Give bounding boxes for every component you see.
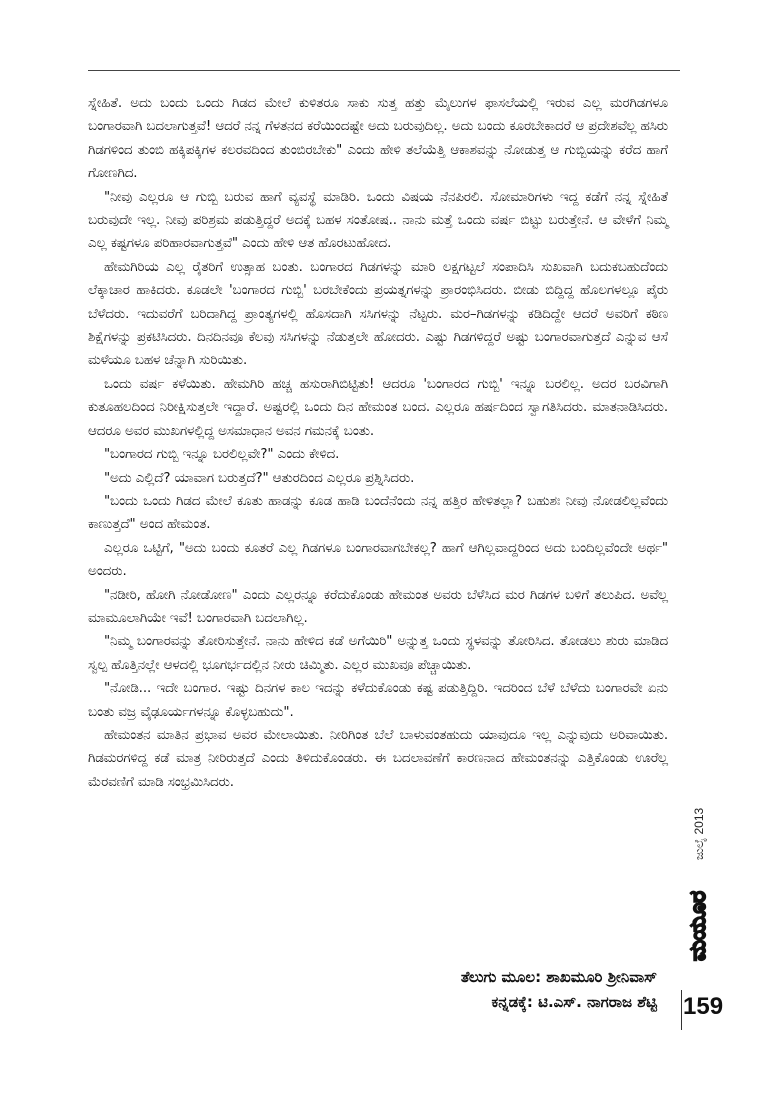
story-paragraph: "ಬಂಗಾರದ ಗುಬ್ಬಿ ಇನ್ನೂ ಬರಲಿಲ್ಲವೇ?" ಎಂದು ಕೇಳಿದ. (104, 447, 340, 463)
story-paragraph: "ನೀವು ಎಲ್ಲರೂ ಆ ಗುಬ್ಬಿ ಬರುವ ಹಾಗೆ ವ್ಯವಸ್ಥೆ ಮಾಡಿರಿ. ಒಂದು ವಿಷಯ ನೆನಪಿರಲಿ. ಸೋಮಾರಿಗಳು ಇದ್ದ ಕಡೆಗೆ ನನ್ನ ಸ್ನೇಹಿತೆ ಬರುವುದೇ ಇಲ್ಲ. ನೀವು ಪರಿಶ್ರಮ ಪಡುತ್ತಿದ್ದರೆ ಅದಕ್ಕೆ ಬಹಳ ಸಂತೋಷ.. ನಾನು ಮತ್ತೆ ಒಂದು ವರ್ಷ ಬಿಟ್ಟು ಬರುತ್ತೇನೆ. ಆ ವೇಳೆಗೆ ನಿಮ್ಮ ಎಲ್ಲ ಕಷ್ಟಗಳೂ ಪರಿಹಾರವಾಗುತ್ತವೆ" ಎಂದು ಹೇಳಿ ಆತ ಹೊರಟುಹೋದ. (88, 189, 668, 252)
story-body (88, 92, 668, 794)
story-paragraph: "ಬಂದು ಒಂದು ಗಿಡದ ಮೇಲೆ ಕೂತು ಹಾಡನ್ನು ಕೂಡ ಹಾಡಿ ಬಂದೆನೆಂದು ನನ್ನ ಹತ್ತಿರ ಹೇಳಿತಲ್ಲಾ? ಬಹುಶಃ ನೀವು ನೋಡಲಿಲ್ಲವೆಂದು ಕಾಣುತ್ತದೆ" ಅಂದ ಹೇಮಂತ. (88, 493, 668, 533)
story-paragraph: "ನಿಮ್ಮ ಬಂಗಾರವನ್ನು ತೋರಿಸುತ್ತೇನೆ. ನಾನು ಹೇಳಿದ ಕಡೆ ಅಗೆಯಿರಿ" ಅನ್ನುತ್ತ ಒಂದು ಸ್ಥಳವನ್ನು ತೋರಿಸಿದ. ತೋಡಲು ಶುರು ಮಾಡಿದ ಸ್ವಲ್ಪ ಹೊತ್ತಿನಲ್ಲೇ ಆಳದಲ್ಲಿ ಭೂಗರ್ಭದಲ್ಲಿನ ನೀರು ಚಿಮ್ಮಿತು. ಎಲ್ಲರ ಮುಖವೂ ಪೆಚ್ಚಾಯಿತು. (88, 634, 668, 673)
story-paragraph: ಹೇಮಗಿರಿಯ ಎಲ್ಲ ರೈತರಿಗೆ ಉತ್ಸಾಹ ಬಂತು. ಬಂಗಾರದ ಗಿಡಗಳನ್ನು ಮಾರಿ ಲಕ್ಷಗಟ್ಟಲೆ ಸಂಪಾದಿಸಿ ಸುಖವಾಗಿ ಬದುಕಬಹುದೆಂದು ಲೆಕ್ಕಾಚಾರ ಹಾಕಿದರು. ಕೂಡಲೇ 'ಬಂಗಾರದ ಗುಬ್ಬಿ' ಬರಬೇಕೆಂದು ಪ್ರಯತ್ನಗಳನ್ನು ಪ್ರಾರಂಭಿಸಿದರು. ಬೀಡು ಬಿದ್ದಿದ್ದ ಹೊಲಗಳಲ್ಲೂ ಪೈರು ಬೆಳೆದರು. ಇದುವರೆಗೆ ಬರಿದಾಗಿದ್ದ ಪ್ರಾಂತ್ಯಗಳಲ್ಲಿ ಹೊಸದಾಗಿ ಸಸಿಗಳನ್ನು ನೆಟ್ಟರು. ಮರ–ಗಿಡಗಳನ್ನು ಕಡಿದಿದ್ದೇ ಆದರೆ ಅವರಿಗೆ ಕಠಿಣ ಶಿಕ್ಷೆಗಳನ್ನು ಪ್ರಕಟಿಸಿದರು. ದಿನದಿನವೂ ಕೆಲವು ಸಸಿಗಳನ್ನು ನೆಡುತ್ತಲೇ ಹೋದರು. ಎಷ್ಟು ಗಿಡಗಳಿದ್ದರೆ ಅಷ್ಟು ಬಂಗಾರವಾಗುತ್ತದೆ ಎನ್ನುವ ಆಸೆ ಮಳೆಯೂ ಬಹಳ ಚೆನ್ನಾಗಿ ಸುರಿಯಿತು. (88, 259, 668, 369)
page-number: 159 (683, 993, 724, 1020)
story-paragraph: ಎಲ್ಲರೂ ಒಟ್ಟಿಗೆ, "ಅದು ಬಂದು ಕೂತರೆ ಎಲ್ಲ ಗಿಡಗಳೂ ಬಂಗಾರವಾಗಬೇಕಲ್ಲ? ಹಾಗೆ ಆಗಿಲ್ಲವಾದ್ದರಿಂದ ಅದು ಬಂದಿಲ್ಲವೆಂದೇ ಅರ್ಥ" ಅಂದರು. (88, 540, 668, 580)
original-author-credit: ತೆಲುಗು ಮೂಲ: ಶಾಖಮೂರಿ ಶ್ರೀನಿವಾಸ್ (460, 968, 657, 986)
issue-date: ಜುಲೈ 2013 (692, 808, 706, 861)
story-paragraph: ಸ್ನೇಹಿತೆ. ಅದು ಬಂದು ಒಂದು ಗಿಡದ ಮೇಲೆ ಕುಳಿತರೂ ಸಾಕು ಸುತ್ತ ಹತ್ತು ಮೈಲುಗಳ ಫಾಸಲೆಯಲ್ಲಿ ಇರುವ ಎಲ್ಲ ಮರಗಿಡಗಳೂ ಬಂಗಾರವಾಗಿ ಬದಲಾಗುತ್ತವೆ! ಆದರೆ ನನ್ನ ಗೆಳತನದ ಕರೆಯಿಂದಷ್ಟೇ ಅದು ಬರುವುದಿಲ್ಲ. ಅದು ಬಂದು ಕೂರಬೇಕಾದರೆ ಆ ಪ್ರದೇಶವೆಲ್ಲ ಹಸಿರು ಗಿಡಗಳಿಂದ ತುಂಬಿ ಹಕ್ಕಿಪಕ್ಕಿಗಳ ಕಲರವದಿಂದ ತುಂಬಿರಬೇಕು" ಎಂದು ಹೇಳಿ ತಲೆಯೆತ್ತಿ ಆಕಾಶವನ್ನು ನೋಡುತ್ತ ಆ ಗುಬ್ಬಿಯನ್ನು ಕರೆದ ಹಾಗೆ ಗೋಣಗಿದ. (88, 96, 668, 182)
story-credits (461, 965, 657, 1015)
page-number-divider (681, 990, 682, 1030)
top-divider (88, 70, 680, 71)
story-paragraph: ಹೇಮಂತನ ಮಾತಿನ ಪ್ರಭಾವ ಅವರ ಮೇಲಾಯಿತು. ನೀರಿಗಿಂತ ಬೆಲೆ ಬಾಳುವಂತಹುದು ಯಾವುದೂ ಇಲ್ಲ ಎನ್ನುವುದು ಅರಿವಾಯಿತು. ಗಿಡಮರಗಳಿದ್ದ ಕಡೆ ಮಾತ್ರ ನೀರಿರುತ್ತದೆ ಎಂದು ತಿಳಿದುಕೊಂಡರು. ಈ ಬದಲಾವಣೆಗೆ ಕಾರಣನಾದ ಹೇಮಂತನನ್ನು ಎತ್ತಿಕೊಂಡು ಊರೆಲ್ಲ ಮೆರವಣಿಗೆ ಮಾಡಿ ಸಂಭ್ರಮಿಸಿದರು. (88, 727, 668, 790)
story-paragraph: ಒಂದು ವರ್ಷ ಕಳೆಯಿತು. ಹೇಮಗಿರಿ ಹಚ್ಚ ಹಸುರಾಗಿಬಿಟ್ಟಿತು! ಆದರೂ 'ಬಂಗಾರದ ಗುಬ್ಬಿ' ಇನ್ನೂ ಬರಲಿಲ್ಲ. ಅದರ ಬರವಿಗಾಗಿ ಕುತೂಹಲದಿಂದ ನಿರೀಕ್ಷಿಸುತ್ತಲೇ ಇದ್ದಾರೆ. ಅಷ್ಟರಲ್ಲಿ ಒಂದು ದಿನ ಹೇಮಂತ ಬಂದ. ಎಲ್ಲರೂ ಹರ್ಷದಿಂದ ಸ್ವಾಗತಿಸಿದರು. ಮಾತನಾಡಿಸಿದರು. ಆದರೂ ಅವರ ಮುಖಗಳಲ್ಲಿದ್ದ ಅಸಮಾಧಾನ ಅವನ ಗಮನಕ್ಕೆ ಬಂತು. (88, 376, 668, 439)
story-paragraph: "ನಡೀರಿ, ಹೋಗಿ ನೋಡೋಣ" ಎಂದು ಎಲ್ಲರನ್ನೂ ಕರೆದುಕೊಂಡು ಹೇಮಂತ ಅವರು ಬೆಳೆಸಿದ ಮರ ಗಿಡಗಳ ಬಳಿಗೆ ತಲುಪಿದ. ಅವೆಲ್ಲ ಮಾಮೂಲಾಗಿಯೇ ಇವೆ! ಬಂಗಾರವಾಗಿ ಬದಲಾಗಿಲ್ಲ. (88, 587, 668, 626)
story-paragraph: "ಅದು ಎಲ್ಲಿದೆ? ಯಾವಾಗ ಬರುತ್ತದೆ?" ಆತುರದಿಂದ ಎಲ್ಲರೂ ಪ್ರಶ್ನಿಸಿದರು. (104, 470, 415, 486)
magazine-logo: ಮಯೂರ (686, 890, 711, 962)
story-paragraph: "ನೋಡಿ... ಇದೇ ಬಂಗಾರ. ಇಷ್ಟು ದಿನಗಳ ಕಾಲ ಇದನ್ನು ಕಳೆದುಕೊಂಡು ಕಷ್ಟ ಪಡುತ್ತಿದ್ದಿರಿ. ಇದರಿಂದ ಬೆಳೆ ಬೆಳೆದು ಬಂಗಾರವೇ ಏನು ಬಂತು ವಜ್ರ ವೈಢೂರ್ಯಗಳನ್ನೂ ಕೊಳ್ಳಬಹುದು". (88, 681, 668, 720)
translator-credit: ಕನ್ನಡಕ್ಕೆ: ಟಿ.ಎಸ್. ನಾಗರಾಜ ಶೆಟ್ಟಿ (491, 993, 657, 1011)
